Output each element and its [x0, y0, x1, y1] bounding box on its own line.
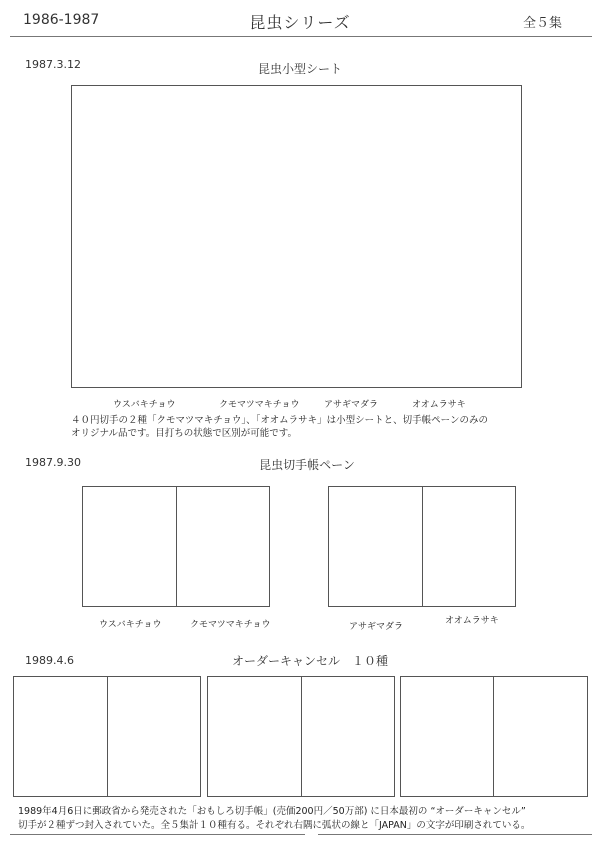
section-date-pane: 1987.9.30	[25, 456, 81, 469]
page-title: 昆虫シリーズ	[249, 13, 351, 32]
section-title-pane: 昆虫切手帳ペーン	[259, 458, 355, 472]
pane-label-asagimadara: アサギマダラ	[349, 622, 404, 632]
pane-stamp-kumomatsumakichou	[176, 486, 270, 607]
section-date-sheet: 1987.3.12	[25, 58, 81, 71]
section-title-order-cancel: オーダーキャンセル １０種	[231, 654, 388, 668]
order-cancel-stamp-1	[13, 676, 108, 797]
footer-divider-right	[318, 834, 592, 835]
pane-label-oomurasaki: オオムラサキ	[445, 616, 499, 626]
header-divider	[10, 36, 592, 37]
sheet-label-asagimadara: アサギマダラ	[324, 400, 379, 410]
order-cancel-stamp-4	[301, 676, 395, 797]
section-title-sheet: 昆虫小型シート	[257, 62, 342, 76]
section-date-order-cancel: 1989.4.6	[25, 654, 74, 667]
pane-label-usubakichou: ウスバキチョウ	[99, 620, 162, 630]
sheet-label-usubakichou: ウスバキチョウ	[113, 400, 176, 410]
pane-stamp-oomurasaki	[422, 486, 516, 607]
sheet-note-line-1: ４０円切手の２種「クモマツマキチョウ」、「オオムラサキ」は小型シートと、切手帳ペーンのみの	[71, 415, 488, 426]
order-cancel-stamp-5	[400, 676, 494, 797]
sheet-label-kumomatsumakichou: クモマツマキチョウ	[219, 400, 300, 410]
footer-divider-left	[10, 834, 305, 835]
order-cancel-stamp-2	[107, 676, 201, 797]
order-cancel-note-line-1: 1989年4月6日に郵政省から発売された「おもしろ切手帳」(売価200円／50万部) に日本最初の “オーダーキャンセル”	[18, 806, 526, 817]
order-cancel-note-line-2: 切手が２種ずつ封入されていた。全５集計１０種有る。それぞれ右隅に弧状の線と「JAPAN」の文字が印刷されている。	[18, 820, 531, 831]
pane-stamp-usubakichou	[82, 486, 177, 607]
header-years: 1986-1987	[23, 12, 100, 28]
set-count: 全５集	[522, 16, 562, 31]
pane-stamp-asagimadara	[328, 486, 423, 607]
order-cancel-stamp-3	[207, 676, 302, 797]
order-cancel-stamp-6	[493, 676, 588, 797]
sheet-label-oomurasaki: オオムラサキ	[412, 400, 466, 410]
sheet-note-line-2: オリジナル品です。目打ちの状態で区別が可能です。	[71, 428, 298, 439]
souvenir-sheet-frame	[71, 85, 522, 388]
pane-label-kumomatsumakichou: クモマツマキチョウ	[190, 620, 271, 630]
